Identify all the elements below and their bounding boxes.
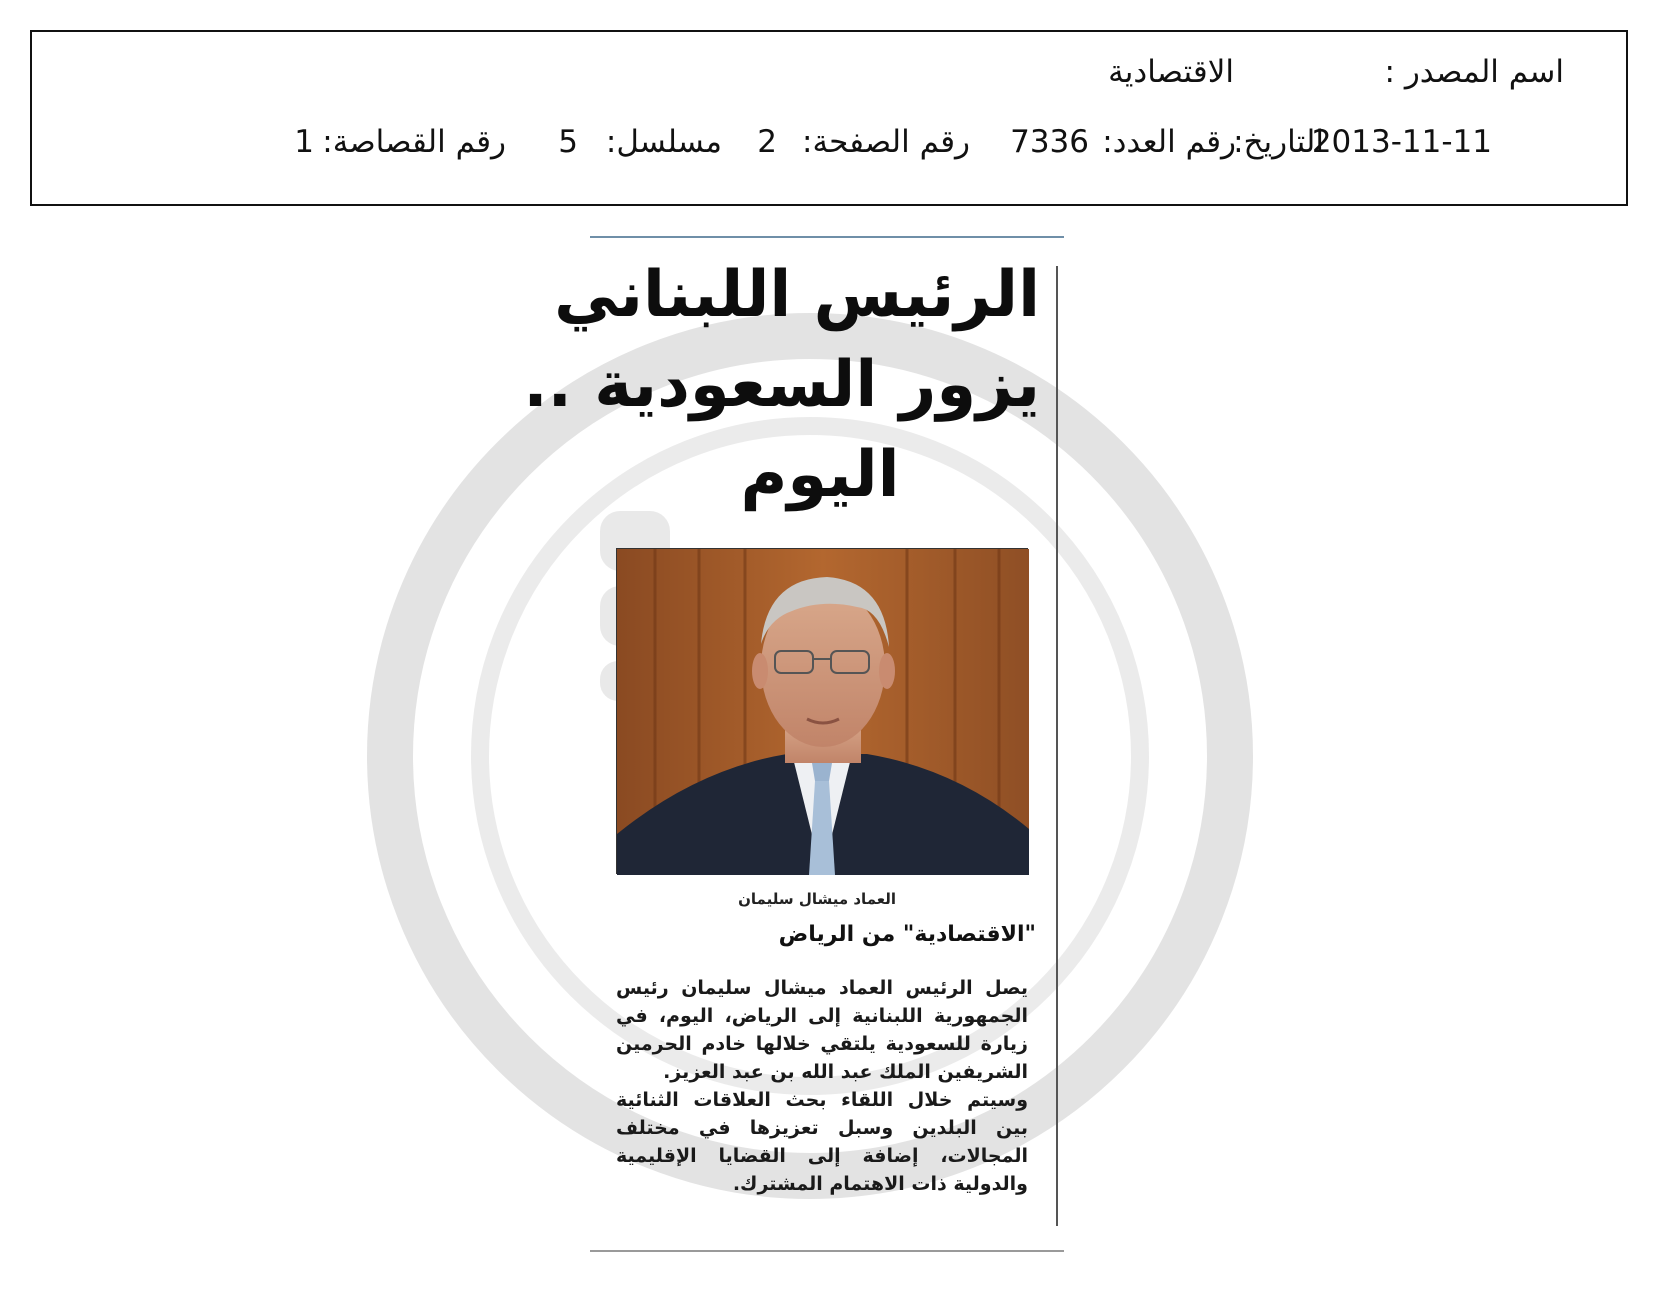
- body-line: الشريفين الملك عبد الله بن عبد العزيز.: [663, 1061, 1028, 1083]
- body-line: وسيتم خلال اللقاء بحث العلاقات الثنائية: [616, 1089, 1028, 1111]
- clip-top-rule: [590, 236, 1064, 238]
- clip-number-value: 1: [294, 124, 314, 160]
- date-value: 2013-11-11: [1311, 124, 1492, 160]
- serial-label: مسلسل:: [605, 124, 722, 160]
- page-value: 2: [757, 124, 777, 160]
- article-dateline: "الاقتصادية" من الرياض: [778, 922, 1036, 947]
- issue-label: رقم العدد:: [1102, 124, 1236, 160]
- body-line: بين البلدين وسبل تعزيزها في مختلف: [616, 1117, 1028, 1139]
- body-line: يصل الرئيس العماد ميشال سليمان رئيس: [616, 977, 1028, 999]
- body-line: الجمهورية اللبنانية إلى الرياض، اليوم، في: [616, 1005, 1028, 1027]
- newspaper-clipping: [523, 236, 1066, 1254]
- column-rule: [1056, 266, 1058, 1226]
- headline-line-2: يزور السعودية ..: [523, 348, 1040, 422]
- clip-number-label: رقم القصاصة:: [322, 124, 506, 160]
- source-label: اسم المصدر :: [1384, 54, 1564, 90]
- headline-line-3: اليوم: [740, 438, 900, 512]
- article-photo: [616, 548, 1028, 874]
- page-label: رقم الصفحة:: [802, 124, 970, 160]
- body-line: زيارة للسعودية يلتقي خلالها خادم الحرمين: [616, 1033, 1028, 1055]
- clipping-metadata-box: [30, 30, 1628, 206]
- photo-caption: العماد ميشال سليمان: [738, 890, 896, 908]
- body-line: المجالات، إضافة إلى القضايا الإقليمية: [616, 1145, 1028, 1167]
- clip-bottom-rule: [590, 1250, 1064, 1252]
- issue-value: 7336: [1010, 124, 1089, 160]
- source-value: الاقتصادية: [1108, 54, 1234, 90]
- date-label: التاريخ:: [1233, 124, 1324, 160]
- headline-line-1: الرئيس اللبناني: [554, 258, 1040, 332]
- serial-value: 5: [558, 124, 578, 160]
- body-line: والدولية ذات الاهتمام المشترك.: [732, 1173, 1028, 1195]
